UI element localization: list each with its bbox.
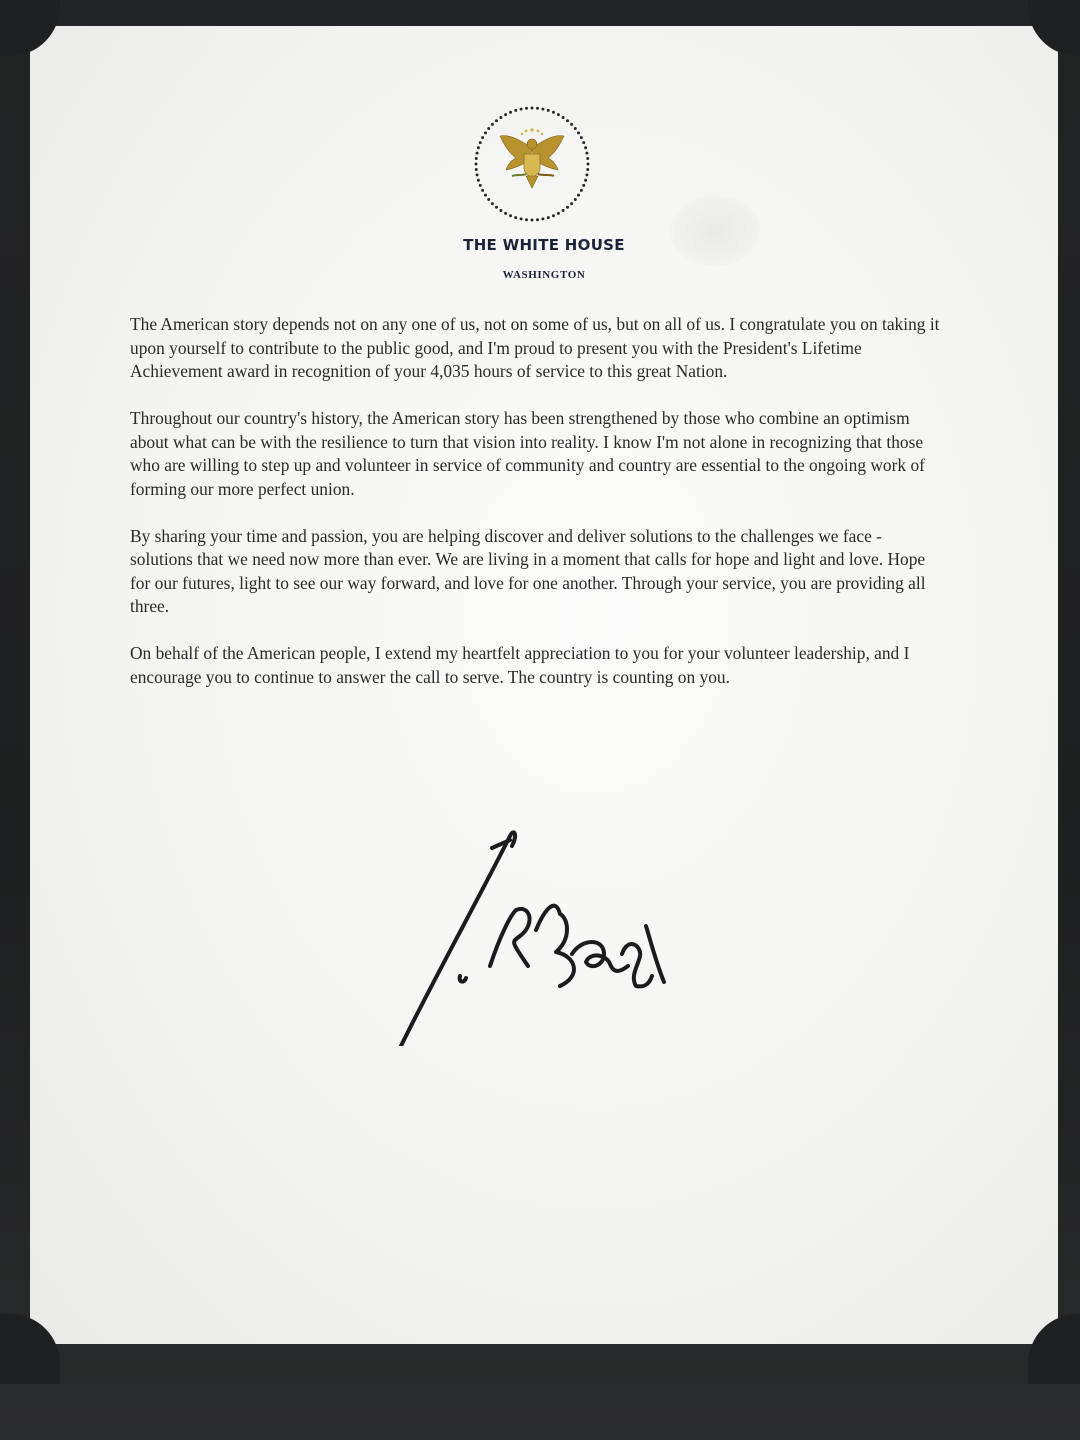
seal-ring-dot: [580, 189, 583, 192]
seal-ring-dot: [536, 107, 539, 110]
seal-ring-dot: [584, 146, 587, 149]
seal-ring-dot: [574, 127, 577, 130]
paper-shadow: [670, 196, 760, 266]
seal-ring-dot: [580, 136, 583, 139]
seal-ring-dot: [582, 141, 585, 144]
seal-ring-dot: [582, 184, 585, 187]
seal-ring-dot: [481, 136, 484, 139]
seal-ring-dot: [481, 189, 484, 192]
seal-ring-dot: [477, 179, 480, 182]
seal-ring-dot: [586, 168, 589, 171]
seal-ring-dot: [509, 111, 512, 114]
seal-ring-dot: [585, 173, 588, 176]
seal-ring-dot: [504, 113, 507, 116]
seal-ring-dot: [509, 214, 512, 217]
seal-ring-dot: [520, 108, 523, 111]
seal-ring-dot: [487, 198, 490, 201]
seal-ring-dot: [476, 173, 479, 176]
photo-corner-mount: [1028, 0, 1080, 56]
seal-ring-dot: [514, 109, 517, 112]
seal-ring-dot: [566, 119, 569, 122]
seal-ring-dot: [585, 152, 588, 155]
seal-ring-dot: [577, 131, 580, 134]
seal-ring-dot: [525, 107, 528, 110]
seal-ring-dot: [552, 214, 555, 217]
seal-ring-dot: [484, 194, 487, 197]
seal-ring-dot: [514, 216, 517, 219]
seal-ring-dot: [570, 123, 573, 126]
photo-corner-mount: [1028, 1314, 1080, 1384]
seal-ring-dot: [584, 179, 587, 182]
letterhead-title: THE WHITE HOUSE: [463, 236, 625, 254]
seal-ring-dot: [475, 163, 478, 166]
seal-ring-dot: [475, 168, 478, 171]
seal-ring-dot: [479, 141, 482, 144]
letter-paragraph: On behalf of the American people, I extend my heartfelt appreciation to you for your volunteer leadership, and I encourage you to continue to answer the call to serve. The country is counting on you.: [130, 643, 910, 687]
seal-ring-dot: [552, 111, 555, 114]
letterhead-location: WASHINGTON: [502, 269, 586, 281]
letter-paragraph: By sharing your time and passion, you are helping discover and deliver solutions to the challenges we face - solutions that we need now more than ever. We are living in a moment that calls for hope and light and love. Hope for our futures, light to see our way forward, and love for one another. Through your service, you are providing all three.: [130, 525, 926, 616]
photo-corner-mount: [0, 0, 60, 56]
seal-ring-dot: [491, 202, 494, 205]
seal-ring-dot: [487, 127, 490, 130]
seal-ring-dot: [525, 218, 528, 221]
letter-body: [130, 313, 940, 713]
seal-ring-dot: [587, 163, 590, 166]
seal-ring-dot: [574, 198, 577, 201]
presidential-seal-icon: [472, 104, 592, 224]
handwritten-signature: [360, 806, 680, 1046]
seal-ring-dot: [491, 123, 494, 126]
seal-ring-dot: [520, 217, 523, 220]
seal-ring-dot: [476, 152, 479, 155]
seal-ring-dot: [570, 202, 573, 205]
seal-ring-dot: [495, 206, 498, 209]
seal-ring-dot: [541, 108, 544, 111]
letter-paper: [30, 26, 1058, 1344]
seal-ring-dot: [477, 146, 480, 149]
seal-ring-dot: [531, 219, 534, 222]
seal-ring-dot: [479, 184, 482, 187]
seal-ring-dot: [475, 157, 478, 160]
seal-ring-dot: [547, 216, 550, 219]
seal-ring-dot: [566, 206, 569, 209]
photo-corner-mount: [0, 1314, 60, 1384]
seal-ring-dot: [557, 113, 560, 116]
seal-ring-dot: [499, 116, 502, 119]
letter-paragraph: The American story depends not on any one of us, not on some of us, but on all of us. I congratulate you on taking it upon yourself to contribute to the public good, and I'm proud to present you with the President's Lifetime Achievement award in recognition of your 4,035 hours of service to this great Nation.: [130, 314, 940, 381]
seal-ring-dot: [547, 109, 550, 112]
seal-ring-dot: [484, 131, 487, 134]
seal-ring-dot: [499, 209, 502, 212]
seal-ring-dot: [504, 212, 507, 215]
seal-ring-dot: [577, 194, 580, 197]
seal-ring-dot: [562, 116, 565, 119]
seal-ring-dot: [541, 217, 544, 220]
seal-ring-dot: [495, 119, 498, 122]
seal-ring-dot: [557, 212, 560, 215]
seal-ring-dot: [562, 209, 565, 212]
seal-ring-dot: [531, 107, 534, 110]
seal-ring-dot: [536, 218, 539, 221]
seal-ring-dot: [586, 157, 589, 160]
letter-paragraph: Throughout our country's history, the American story has been strengthened by those who combine an optimism about what can be with the resilience to turn that vision into reality. I know I'm not alone in recognizing that those who are willing to step up and volunteer in service of community and country are essential to the ongoing work of forming our more perfect union.: [130, 408, 925, 499]
